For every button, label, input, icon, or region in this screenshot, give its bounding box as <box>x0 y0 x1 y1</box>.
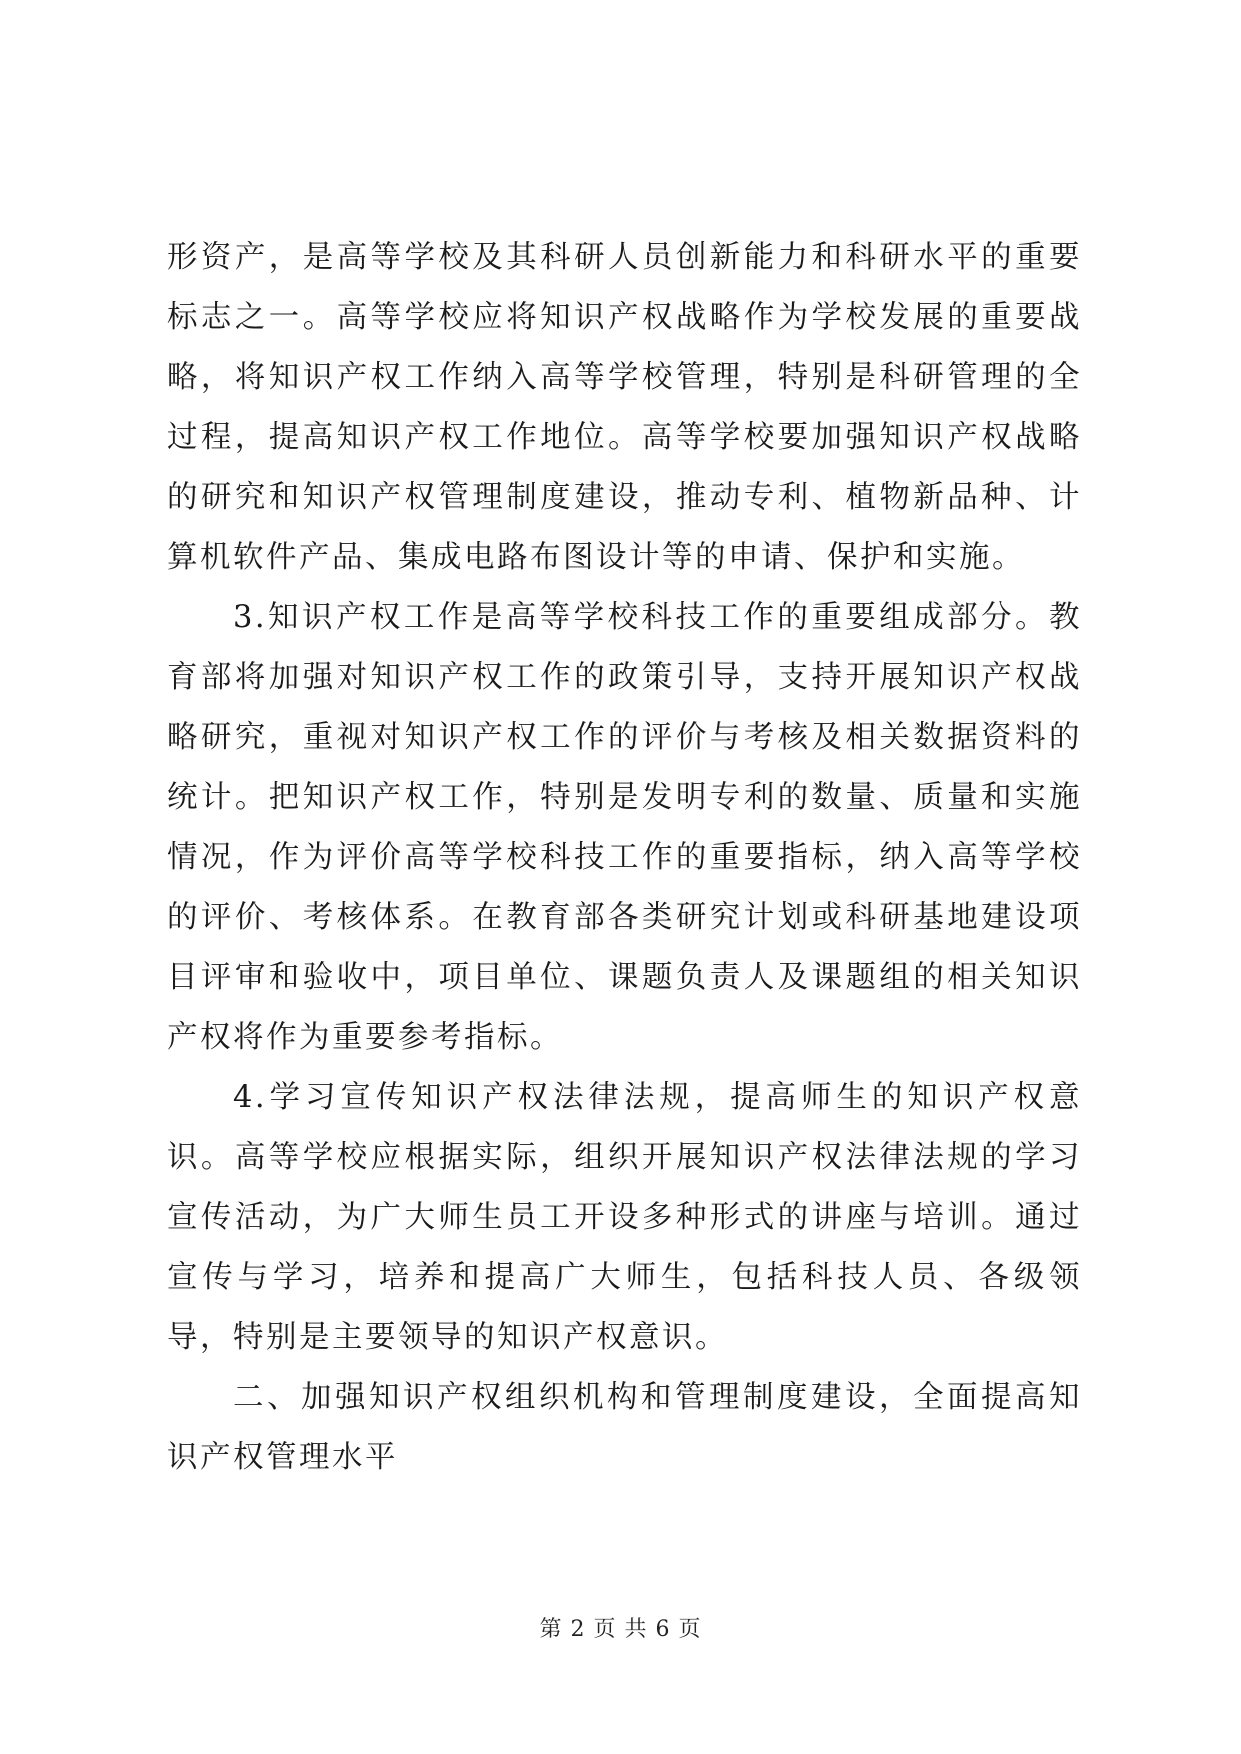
document-body <box>167 228 1082 1488</box>
paragraph-item-4: 4.学习宣传知识产权法律法规，提高师生的知识产权意识。高等学校应根据实际，组织开展知识产权法律法规的学习宣传活动，为广大师生员工开设多种形式的讲座与培训。通过宣传与学习，培养和提高广大师生，包括科技人员、各级领导，特别是主要领导的知识产权意识。 <box>167 1080 1082 1355</box>
paragraph-continued: 形资产，是高等学校及其科研人员创新能力和科研水平的重要标志之一。高等学校应将知识产权战略作为学校发展的重要战略，将知识产权工作纳入高等学校管理，特别是科研管理的全过程，提高知识产权工作地位。高等学校要加强知识产权战略的研究和知识产权管理制度建设，推动专利、植物新品种、计算机软件产品、集成电路布图设计等的申请、保护和实施。 <box>167 240 1082 575</box>
paragraph-item-3: 3.知识产权工作是高等学校科技工作的重要组成部分。教育部将加强对知识产权工作的政策引导，支持开展知识产权战略研究，重视对知识产权工作的评价与考核及相关数据资料的统计。把知识产权工作，特别是发明专利的数量、质量和实施情况，作为评价高等学校科技工作的重要指标，纳入高等学校的评价、考核体系。在教育部各类研究计划或科研基地建设项目评审和验收中，项目单位、课题负责人及课题组的相关知识产权将作为重要参考指标。 <box>167 600 1082 1055</box>
page-footer <box>0 1612 1241 1643</box>
page-number-label: 第 2 页 共 6 页 <box>539 1617 702 1642</box>
section-heading-2: 二、加强知识产权组织机构和管理制度建设，全面提高知识产权管理水平 <box>167 1380 1082 1475</box>
